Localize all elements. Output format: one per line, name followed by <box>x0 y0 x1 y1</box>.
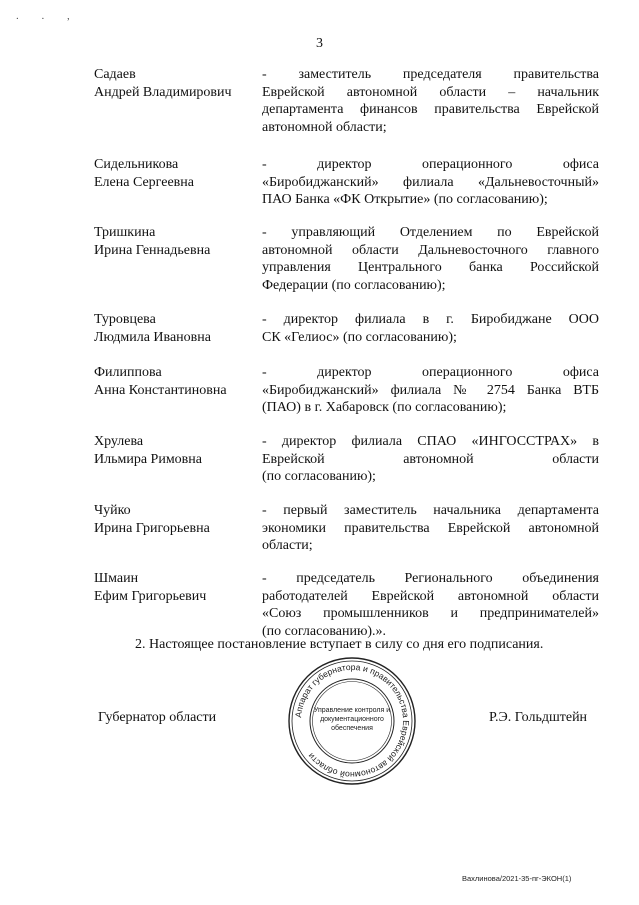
member-name <box>94 433 262 468</box>
member-position-line: «Союз промышленников и предпринимателей» <box>262 606 599 621</box>
member-name <box>94 66 262 101</box>
member-name <box>94 570 262 605</box>
member-position-line: автономной области Дальневосточного главного <box>262 242 599 258</box>
member-position <box>262 156 599 209</box>
member-name-line: Людмила Ивановна <box>94 329 211 345</box>
member-position-line: Федерации (по согласованию); <box>262 277 446 293</box>
member-name-line: Сидельникова <box>94 157 179 172</box>
member-position-line: СК «Гелиос» (по согласованию); <box>262 329 457 345</box>
member-position-line: Еврейской автономной области – начальник <box>262 84 599 100</box>
member-name-line: Хрулева <box>94 434 144 449</box>
member-position <box>262 364 599 417</box>
member-position-line: управления Центрального банка Российской <box>262 260 599 275</box>
member-position-line: «Биробиджанский» филиала № 2754 Банка ВТБ <box>262 382 599 398</box>
member-name-line: Ирина Геннадьевна <box>94 242 211 258</box>
corner-marks: . . , <box>16 10 80 22</box>
member-name <box>94 364 262 399</box>
member-position-line: «Биробиджанский» филиала «Дальневосточный» <box>262 174 599 190</box>
member-name <box>94 156 262 191</box>
stamp-inner-line: документационного <box>320 716 384 723</box>
member-name-line: Елена Сергеевна <box>94 174 194 190</box>
document-code: Вахлинова/2021-35-пг-ЭКОН(1) <box>462 874 572 883</box>
member-position-line: экономики правительства Еврейской автономной <box>262 520 599 536</box>
member-position-line: - директор операционного офиса <box>262 365 599 380</box>
member-position-line: области; <box>262 538 313 553</box>
member-name-line: Шмаин <box>94 571 139 586</box>
member-position-line: (по согласованию); <box>262 469 376 484</box>
member-name-line: Ирина Григорьевна <box>94 520 210 536</box>
member-position <box>262 433 599 486</box>
member-position-line: - первый заместитель начальника департамента <box>262 503 599 518</box>
page-number: 3 <box>316 36 323 51</box>
member-position <box>262 502 599 555</box>
member-name-line: Садаев <box>94 67 136 82</box>
signatory-position: Губернатор области <box>98 710 217 725</box>
stamp-outer-text: Аппарат губернатора и правительства Еврейской автономной области <box>293 661 412 781</box>
member-position <box>262 66 599 136</box>
member-position-line: - председатель Регионального объединения <box>262 571 599 586</box>
member-position-line: ПАО Банка «ФК Открытие» (по согласованию); <box>262 192 548 207</box>
member-position-line: (по согласованию).». <box>262 623 387 639</box>
member-position-line: автономной области; <box>262 119 387 135</box>
member-position-line: департамента финансов правительства Еврейской <box>262 102 599 117</box>
member-name <box>94 502 262 537</box>
member-name-line: Тришкина <box>94 225 156 240</box>
member-position-line: - директор филиала в г. Биробиджане ООО <box>262 312 599 327</box>
member-name-line: Ефим Григорьевич <box>94 588 207 604</box>
member-position <box>262 311 599 346</box>
member-position-line: - директор операционного офиса <box>262 157 599 172</box>
official-stamp <box>286 655 418 787</box>
member-name-line: Андрей Владимирович <box>94 84 232 100</box>
stamp-inner-line: обеспечения <box>331 725 373 732</box>
member-position-line: - заместитель председателя правительства <box>262 67 599 82</box>
member-name-line: Туровцева <box>94 312 156 327</box>
member-name-line: Чуйко <box>94 503 131 518</box>
member-position-line: - директор филиала СПАО «ИНГОССТРАХ» в <box>262 434 599 449</box>
final-clause: 2. Настоящее постановление вступает в силу со дня его подписания. <box>135 637 544 652</box>
member-name <box>94 311 262 346</box>
member-name <box>94 224 262 259</box>
member-name-line: Филиппова <box>94 365 162 380</box>
member-position <box>262 224 599 294</box>
stamp-inner-line: Управление контроля и <box>313 707 391 714</box>
signatory-name: Р.Э. Гольдштейн <box>489 710 588 725</box>
member-name-line: Анна Константиновна <box>94 382 227 398</box>
member-name-line: Ильмира Римовна <box>94 451 203 467</box>
member-position-line: (ПАО) в г. Хабаровск (по согласованию); <box>262 400 507 415</box>
member-position <box>262 570 599 640</box>
member-position-line: работодателей Еврейской автономной области <box>262 588 599 604</box>
member-position-line: Еврейской автономной области <box>262 451 599 467</box>
member-position-line: - управляющий Отделением по Еврейской <box>262 225 599 240</box>
